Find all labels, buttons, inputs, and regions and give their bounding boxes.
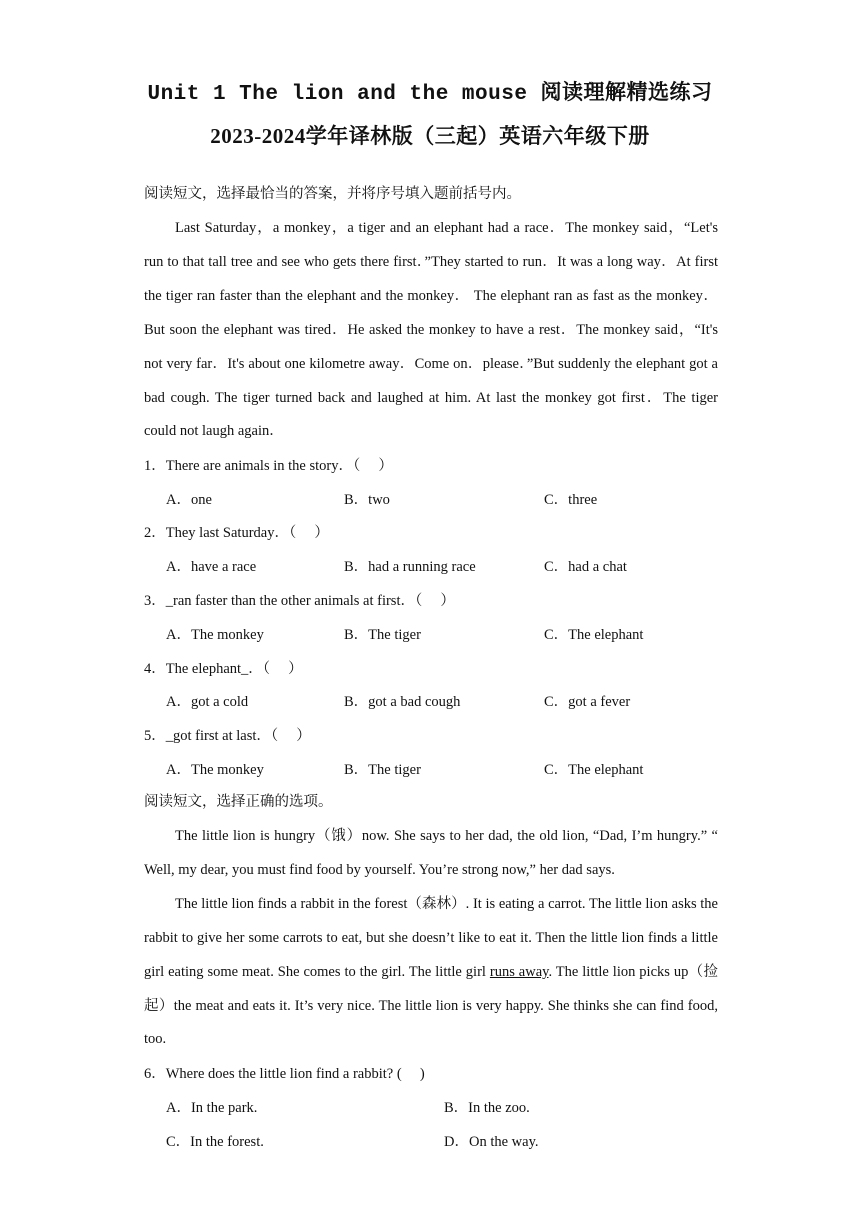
underlined-phrase: runs away bbox=[489, 963, 549, 980]
question-5-stem: 5．_got first at last．（ ） bbox=[144, 728, 311, 744]
question-6-stem: 6．Where does the little lion find a rabbit? ( ) bbox=[144, 1066, 425, 1082]
title-line-2: 2023-2024学年译林版（三起）英语六年级下册 bbox=[210, 124, 650, 148]
question-1-stem: 1．There are animals in the story．（ ） bbox=[144, 458, 393, 474]
question-2-option-c[interactable]: C．had a chat bbox=[544, 559, 627, 575]
question-2-option-b[interactable]: B．had a running race bbox=[344, 559, 476, 575]
question-5-option-c[interactable]: C．The elephant bbox=[544, 762, 644, 778]
question-1-option-c[interactable]: C．three bbox=[544, 492, 598, 508]
section2-instruction: 阅读短文，选择正确的选项。 bbox=[144, 794, 333, 810]
question-3-stem: 3．_ran faster than the other animals at first．（ ） bbox=[144, 593, 455, 609]
question-6-option-d[interactable]: D．On the way. bbox=[444, 1134, 539, 1150]
question-2-option-a[interactable]: A．have a race bbox=[166, 559, 257, 575]
question-4-option-c[interactable]: C．got a fever bbox=[544, 694, 631, 710]
question-5-option-b[interactable]: B．The tiger bbox=[344, 762, 421, 778]
question-3-option-a[interactable]: A．The monkey bbox=[166, 627, 264, 643]
passage-paragraph-1: The little lion is hungry（饿）now. She says to her dad, the old lion, “Dad, I’m hungry.” “ Well, my dear, you must find food by yourself. You’re strong now,” her dad says. bbox=[144, 828, 718, 878]
question-1-option-b[interactable]: B．two bbox=[344, 492, 390, 508]
question-4-option-a[interactable]: A．got a cold bbox=[166, 694, 249, 710]
passage-paragraph: Last Saturday，a monkey，a tiger and an elephant had a race．The monkey said，“Let's run to that tall tree and see who gets there first．”They started to run．It was a long way．At first the tiger ran faster than the elephant and the monkey． The elephant ran as fast as the monkey．But soon the elephant was tired．He asked the monkey to have a rest．The monkey said，“It's not very far．It's about one kilometre away．Come on．please．”But suddenly the elephant got a bad cough. The tiger turned back and laughed at him. At last the monkey got first．The tiger could not laugh again． bbox=[144, 220, 718, 440]
passage-paragraph-2 bbox=[144, 888, 718, 1058]
question-6-option-a[interactable]: A．In the park. bbox=[166, 1100, 258, 1116]
question-1-option-a[interactable]: A．one bbox=[166, 492, 212, 508]
question-3-option-b[interactable]: B．The tiger bbox=[344, 627, 421, 643]
section2-passage bbox=[144, 820, 718, 1057]
question-4-option-b[interactable]: B．got a bad cough bbox=[344, 694, 461, 710]
question-5-option-a[interactable]: A．The monkey bbox=[166, 762, 264, 778]
passage-text: . The little lion picks up（捡起）the meat and eats it. It’s very nice. The little lion is very happy. She thinks she can find food, too. bbox=[144, 963, 718, 1048]
passage-text: The little lion finds a rabbit in the forest（森林）. It is eating a carrot. The little lion asks the rabbit to give her some carrots to eat, but she doesn’t like to eat it. Then the little lion finds a little girl eating some meat. She comes to the girl. The little girl bbox=[144, 895, 718, 980]
question-6-option-c[interactable]: C．In the forest. bbox=[166, 1134, 264, 1150]
question-6-option-b[interactable]: B．In the zoo. bbox=[444, 1100, 530, 1116]
title-line-1: Unit 1 The lion and the mouse 阅读理解精选练习 bbox=[147, 83, 713, 106]
question-4-stem: 4．The elephant_．（ ） bbox=[144, 661, 303, 677]
question-3-option-c[interactable]: C．The elephant bbox=[544, 627, 644, 643]
section1-passage bbox=[144, 212, 718, 449]
section1-instruction: 阅读短文，选择最恰当的答案，并将序号填入题前括号内。 bbox=[144, 186, 521, 202]
question-2-stem: 2．They last Saturday．（ ） bbox=[144, 525, 329, 541]
